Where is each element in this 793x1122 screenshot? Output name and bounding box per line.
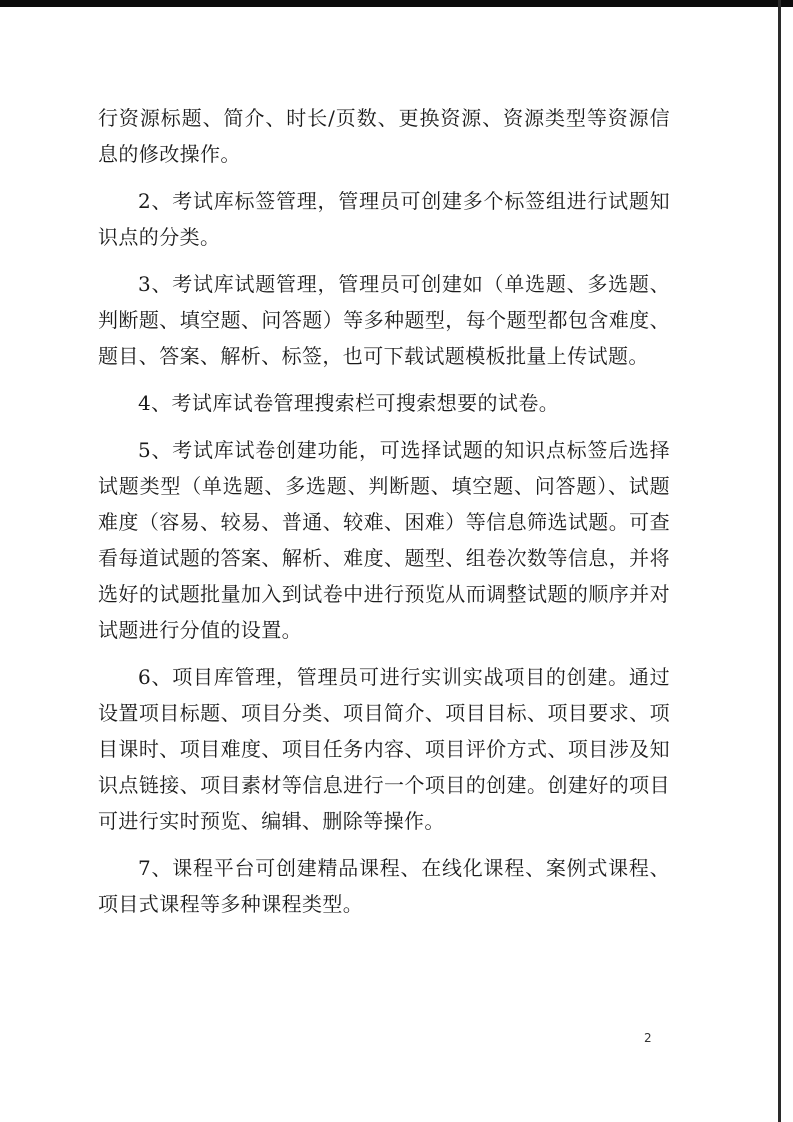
paragraph: 3、考试库试题管理，管理员可创建如（单选题、多选题、判断题、填空题、问答题）等多种题型，每个题型都包含难度、题目、答案、解析、标签，也可下载试题模板批量上传试题。 xyxy=(98,272,670,368)
document-body xyxy=(98,100,670,933)
paragraph: 行资源标题、简介、时长/页数、更换资源、资源类型等资源信息的修改操作。 xyxy=(98,106,670,166)
paragraph: 6、项目库管理，管理员可进行实训实战项目的创建。通过设置项目标题、项目分类、项目简介、项目目标、项目要求、项目课时、项目难度、项目任务内容、项目评价方式、项目涉及知识点链接、项目素材等信息进行一个项目的创建。创建好的项目可进行实时预览、编辑、删除等操作。 xyxy=(98,665,670,833)
paragraph: 2、考试库标签管理，管理员可创建多个标签组进行试题知识点的分类。 xyxy=(98,189,670,249)
paragraph: 7、课程平台可创建精品课程、在线化课程、案例式课程、项目式课程等多种课程类型。 xyxy=(98,856,670,916)
scan-right-edge xyxy=(778,0,781,1122)
scan-top-edge xyxy=(0,0,793,7)
paragraph: 5、考试库试卷创建功能，可选择试题的知识点标签后选择试题类型（单选题、多选题、判断题、填空题、问答题）、试题难度（容易、较易、普通、较难、困难）等信息筛选试题。可查看每道试题的答案、解析、难度、题型、组卷次数等信息，并将选好的试题批量加入到试卷中进行预览从而调整试题的顺序并对试题进行分值的设置。 xyxy=(98,438,670,642)
paragraph: 4、考试库试卷管理搜索栏可搜索想要的试卷。 xyxy=(138,391,560,415)
page-number: 2 xyxy=(644,1031,652,1045)
